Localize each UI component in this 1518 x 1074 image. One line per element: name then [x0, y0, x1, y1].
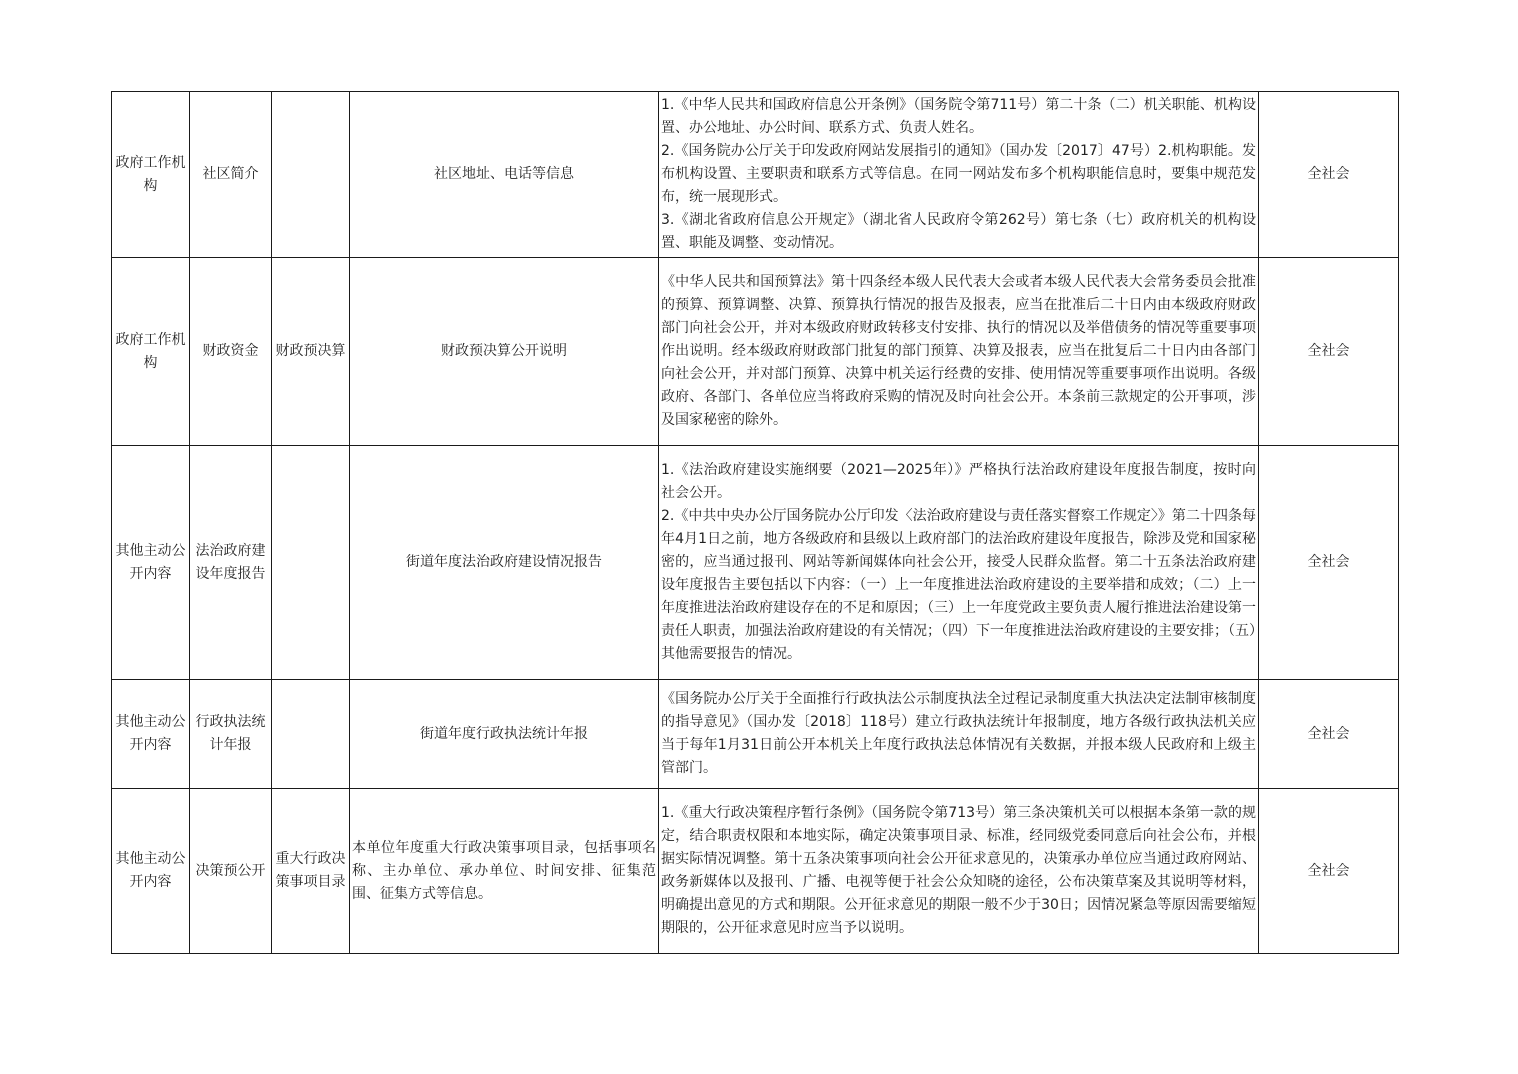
item-cell: 财政资金 — [190, 258, 272, 446]
table-row — [112, 92, 1399, 258]
content-cell: 财政预决算公开说明 — [350, 258, 659, 446]
item-cell: 法治政府建设年度报告 — [190, 446, 272, 680]
basis-cell — [659, 789, 1259, 954]
basis-line: 1.《法治政府建设实施纲要（2021—2025年）》严格执行法治政府建设年度报告制度，按时向社会公开。 — [661, 462, 1256, 501]
basis-cell — [659, 92, 1259, 258]
content-cell: 街道年度行政执法统计年报 — [350, 680, 659, 789]
basis-line: 1.《重大行政决策程序暂行条例》（国务院令第713号）第三条决策机关可以根据本条第一款的规定，结合职责权限和本地实际，确定决策事项目录、标准，经同级党委同意后向社会公布，并根据实际情况调整。第十五条决策事项向社会公开征求意见的，决策承办单位应当通过政府网站、政务新媒体以及报刊、广播、电视等便于社会公众知晓的途径，公布决策草案及其说明等材料，明确提出意见的方式和期限。公开征求意见的期限一般不少于30日；因情况紧急等原因需要缩短期限的，公开征求意见时应当予以说明。 — [661, 805, 1256, 936]
category-cell: 其他主动公开内容 — [112, 789, 190, 954]
scope-cell: 全社会 — [1259, 92, 1399, 258]
basis-line: 《国务院办公厅关于全面推行行政执法公示制度执法全过程记录制度重大执法决定法制审核制度的指导意见》（国办发〔2018〕118号）建立行政执法统计年报制度，地方各级行政执法机关应当于每年1月31日前公开本机关上年度行政执法总体情况有关数据，并报本级人民政府和上级主管部门。 — [661, 691, 1256, 776]
category-cell: 政府工作机构 — [112, 92, 190, 258]
basis-line: 《中华人民共和国预算法》第十四条经本级人民代表大会或者本级人民代表大会常务委员会批准的预算、预算调整、决算、预算执行情况的报告及报表，应当在批准后二十日内由本级政府财政部门向社会公开，并对本级政府财政转移支付安排、执行的情况以及举借债务的情况等重要事项作出说明。经本级政府财政部门批复的部门预算、决算及报表，应当在批复后二十日内由各部门向社会公开，并对部门预算、决算中机关运行经费的安排、使用情况等重要事项作出说明。各级政府、各部门、各单位应当将政府采购的情况及时向社会公开。本条前三款规定的公开事项，涉及国家秘密的除外。 — [661, 274, 1256, 428]
category-cell: 政府工作机构 — [112, 258, 190, 446]
basis-line: 2.《国务院办公厅关于印发政府网站发展指引的通知》（国办发〔2017〕47号）2.机构职能。发布机构设置、主要职责和联系方式等信息。在同一网站发布多个机构职能信息时，要集中规范发布，统一展现形式。 — [661, 143, 1256, 205]
basis-cell — [659, 446, 1259, 680]
subitem-cell — [272, 92, 350, 258]
content-cell: 街道年度法治政府建设情况报告 — [350, 446, 659, 680]
table-row — [112, 680, 1399, 789]
basis-line: 3.《湖北省政府信息公开规定》（湖北省人民政府令第262号）第七条（七）政府机关的机构设置、职能及调整、变动情况。 — [661, 212, 1256, 251]
item-cell: 决策预公开 — [190, 789, 272, 954]
subitem-cell — [272, 446, 350, 680]
item-cell: 行政执法统计年报 — [190, 680, 272, 789]
content-cell: 社区地址、电话等信息 — [350, 92, 659, 258]
subitem-cell: 重大行政决策事项目录 — [272, 789, 350, 954]
item-cell: 社区简介 — [190, 92, 272, 258]
disclosure-table — [111, 91, 1399, 954]
basis-cell — [659, 680, 1259, 789]
subitem-cell: 财政预决算 — [272, 258, 350, 446]
category-cell: 其他主动公开内容 — [112, 446, 190, 680]
scope-cell: 全社会 — [1259, 680, 1399, 789]
content-cell: 本单位年度重大行政决策事项目录，包括事项名称、主办单位、承办单位、时间安排、征集范围、征集方式等信息。 — [350, 789, 659, 954]
basis-line: 1.《中华人民共和国政府信息公开条例》（国务院令第711号）第二十条（二）机关职能、机构设置、办公地址、办公时间、联系方式、负责人姓名。 — [661, 97, 1256, 136]
basis-line: 2.《中共中央办公厅国务院办公厅印发〈法治政府建设与责任落实督察工作规定〉》第二十四条每年4月1日之前，地方各级政府和县级以上政府部门的法治政府建设年度报告，除涉及党和国家秘密的，应当通过报刊、网站等新闻媒体向社会公开，接受人民群众监督。第二十五条法治政府建设年度报告主要包括以下内容：（一）上一年度推进法治政府建设的主要举措和成效；（二）上一年度推进法治政府建设存在的不足和原因；（三）上一年度党政主要负责人履行推进法治建设第一责任人职责，加强法治政府建设的有关情况；（四）下一年度推进法治政府建设的主要安排；（五）其他需要报告的情况。 — [661, 508, 1256, 662]
table-row — [112, 446, 1399, 680]
scope-cell: 全社会 — [1259, 258, 1399, 446]
scope-cell: 全社会 — [1259, 446, 1399, 680]
category-cell: 其他主动公开内容 — [112, 680, 190, 789]
scope-cell: 全社会 — [1259, 789, 1399, 954]
table-row — [112, 258, 1399, 446]
basis-cell — [659, 258, 1259, 446]
subitem-cell — [272, 680, 350, 789]
table-row — [112, 789, 1399, 954]
